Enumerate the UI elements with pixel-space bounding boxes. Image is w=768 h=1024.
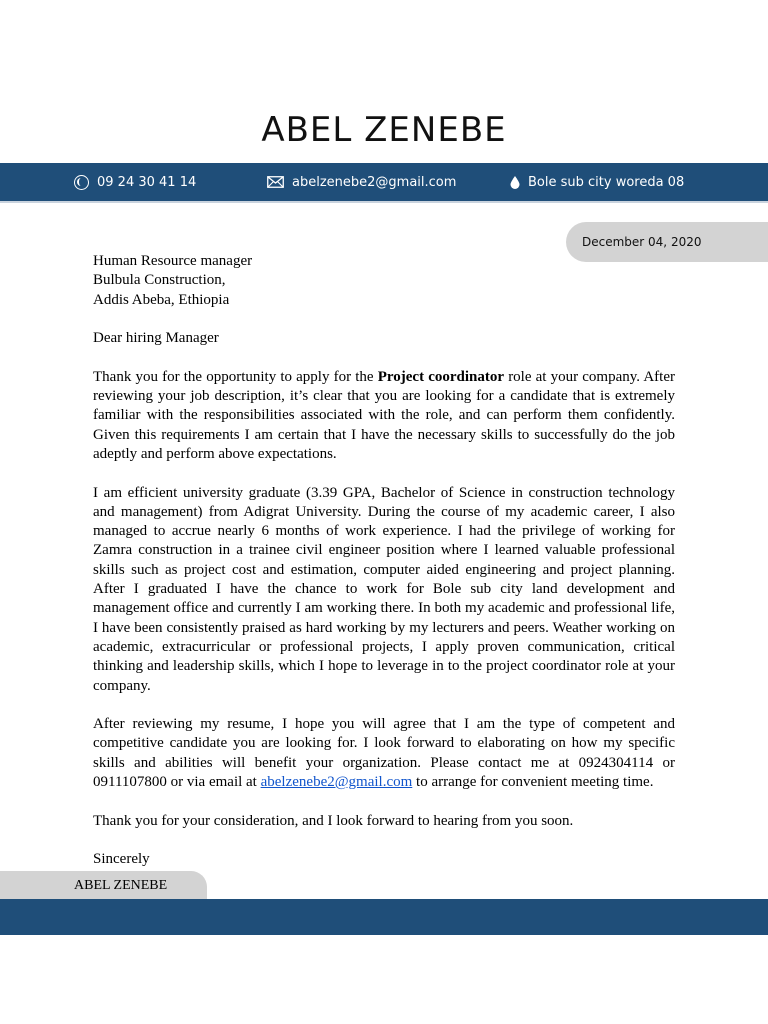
contact-address xyxy=(510,163,684,201)
recipient-line: Human Resource manager xyxy=(93,253,253,269)
paragraph-contact xyxy=(93,715,675,792)
contact-email[interactable] xyxy=(267,163,456,201)
letter-body xyxy=(93,252,675,889)
text-run: to arrange for convenient meeting time. xyxy=(412,774,654,791)
recipient-line: Bulbula Construction, xyxy=(93,272,226,289)
phone-icon xyxy=(74,175,89,190)
phone-number: 09 24 30 41 14 xyxy=(97,174,197,190)
letter-date: December 04, 2020 xyxy=(582,235,702,249)
recipient-line: Addis Abeba, Ethiopia xyxy=(93,291,230,308)
email-address[interactable]: abelzenebe2@gmail.com xyxy=(292,174,457,190)
recipient-block xyxy=(93,252,675,310)
address-text: Bole sub city woreda 08 xyxy=(528,174,685,190)
paragraph-thanks: Thank you for your consideration, and I look forward to hearing from you soon. xyxy=(93,812,574,829)
footer-bar xyxy=(0,899,768,935)
text-run: Thank you for the opportunity to apply for the xyxy=(93,368,378,385)
location-drop-icon xyxy=(510,176,520,189)
closing: Sincerely xyxy=(93,851,150,868)
text-run: After reviewing my resume, I hope you will agree that I am the type of competent and competitive candidate you are looking for. I look forward to elaborating on how my specific skills and abilities will benefit your organization. Please contact me at 0924304114 or 0911107800 or via email at xyxy=(93,716,675,791)
job-title-bold: Project coordinator xyxy=(377,368,505,385)
paragraph-experience: I am efficient university graduate (3.39 GPA, Bachelor of Science in construction technology and management) from Adigrat University. During the course of my academic career, I also managed to accrue nearly 6 months of work experience. I had the privilege of working for Zamra construction in a trainee civil engineer position where I learned valuable professional skills such as project cost and estimation, computer aided engineering and project planning. After I graduated I have the chance to work for Bole sub city land development and management office and currently I am working there. In both my academic and professional life, I have been consistently praised as hard working by my lecturers and peers. Weather working on academic, extracurricular or professional projects, I apply proven communication, critical thinking and leadership skills, which I hope to leverage in to the project coordinator role at your company. xyxy=(93,484,675,694)
paragraph-intro xyxy=(93,368,675,464)
contact-phone xyxy=(74,163,196,201)
signature-badge xyxy=(0,871,207,901)
salutation: Dear hiring Manager xyxy=(93,330,219,347)
envelope-icon xyxy=(267,176,284,188)
contact-bar xyxy=(0,163,768,203)
text-run: role at your company. After reviewing your job description, it’s clear that you are looking for a candidate that is extremely familiar with the responsibilities associated with the role, and can perform them confidently. Given this requirements I am certain that I have the necessary skills to successfully do the job adeptly and perform above expectations. xyxy=(93,368,675,462)
signature-name: ABEL ZENEBE xyxy=(74,878,168,893)
email-link[interactable]: abelzenebe2@gmail.com xyxy=(260,774,413,791)
applicant-name-title: ABEL ZENEBE xyxy=(261,110,507,150)
